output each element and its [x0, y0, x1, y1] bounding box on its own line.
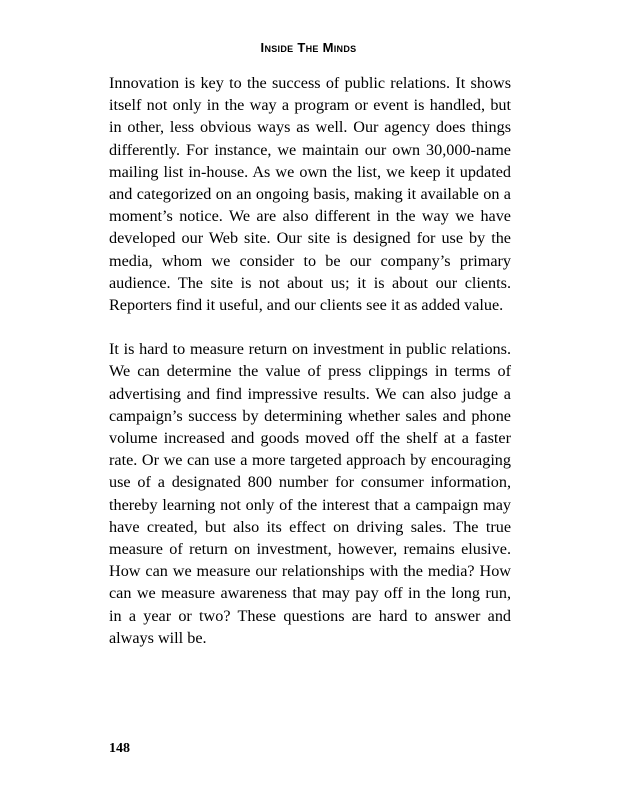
paragraph-return-on-investment: It is hard to measure return on investment in public relations. We can determine the value of press clippings in terms of advertising and find impressive results. We can also judge a campaign’s success by determining whether sales and phone volume increased and goods moved off the shelf at a faster rate. Or we can use a more targeted approach by encouraging use of a designated 800 number for consumer information, thereby learning not only of the interest that a campaign may have created, but also its effect on driving sales. The true measure of return on investment, however, remains elusive. How can we measure our relationships with the media? How can we measure awareness that may pay off in the long run, in a year or two? These questions are hard to answer and always will be.	[109, 340, 511, 647]
body-text	[109, 72, 511, 649]
page-number: 148	[109, 741, 130, 756]
paragraph-innovation: Innovation is key to the success of public relations. It shows itself not only in the way a program or event is handled, but in other, less obvious ways as well. Our agency does things differently. For instance, we maintain our own 30,000-name mailing list in-house. As we own the list, we keep it updated and categorized on an ongoing basis, making it available on a moment’s notice. We are also different in the way we have developed our Web site. Our site is designed for use by the media, whom we consider to be our company’s primary audience. The site is not about us; it is about our clients. Reporters find it useful, and our clients see it as added value.	[109, 74, 511, 315]
running-header-title: Inside The Minds	[260, 40, 357, 55]
